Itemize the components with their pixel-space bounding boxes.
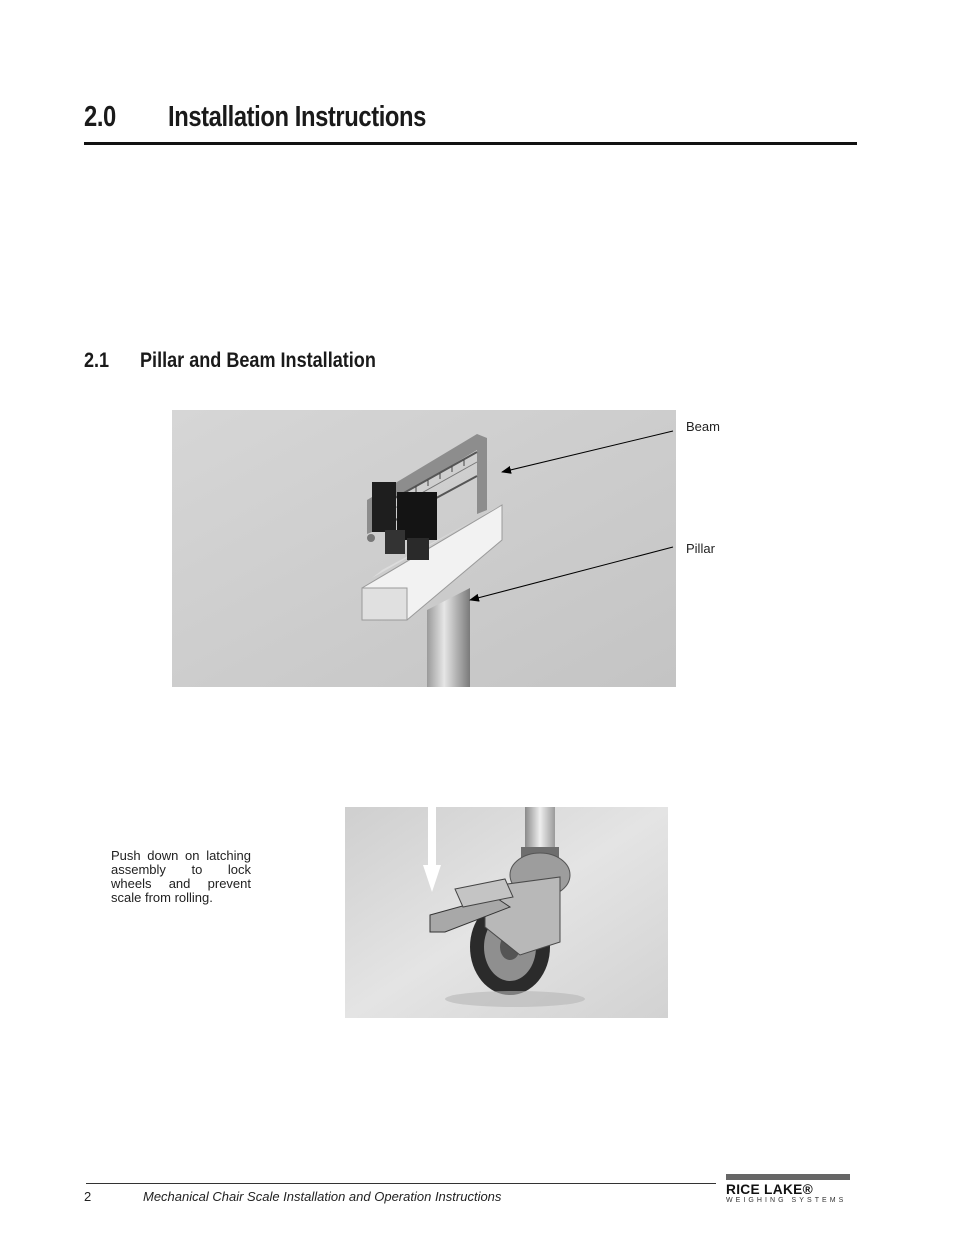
pillar-beam-illustration bbox=[172, 410, 676, 687]
rice-lake-logo-tagline: WEIGHING SYSTEMS bbox=[726, 1197, 847, 1204]
section-rule bbox=[84, 142, 857, 145]
pillar-label: Pillar bbox=[686, 541, 715, 556]
section-title: Installation Instructions bbox=[168, 101, 426, 133]
logo-bar bbox=[726, 1174, 850, 1180]
footer-rule bbox=[86, 1183, 716, 1184]
caster-wheel-photo bbox=[345, 807, 668, 1018]
beam-label: Beam bbox=[686, 419, 720, 434]
caster-lock-note: Push down on latching assembly to lock wheels and prevent scale from rolling. bbox=[111, 848, 251, 905]
footer-document-title: Mechanical Chair Scale Installation and Operation Instructions bbox=[143, 1189, 502, 1204]
page-number: 2 bbox=[84, 1189, 92, 1204]
caster-wheel-illustration bbox=[345, 807, 668, 1018]
section-number: 2.0 bbox=[84, 101, 116, 133]
rice-lake-logo: RICE LAKE® bbox=[726, 1181, 813, 1197]
subsection-number: 2.1 bbox=[84, 349, 110, 372]
subsection-title: Pillar and Beam Installation bbox=[140, 349, 376, 372]
pillar-beam-photo bbox=[172, 410, 676, 687]
